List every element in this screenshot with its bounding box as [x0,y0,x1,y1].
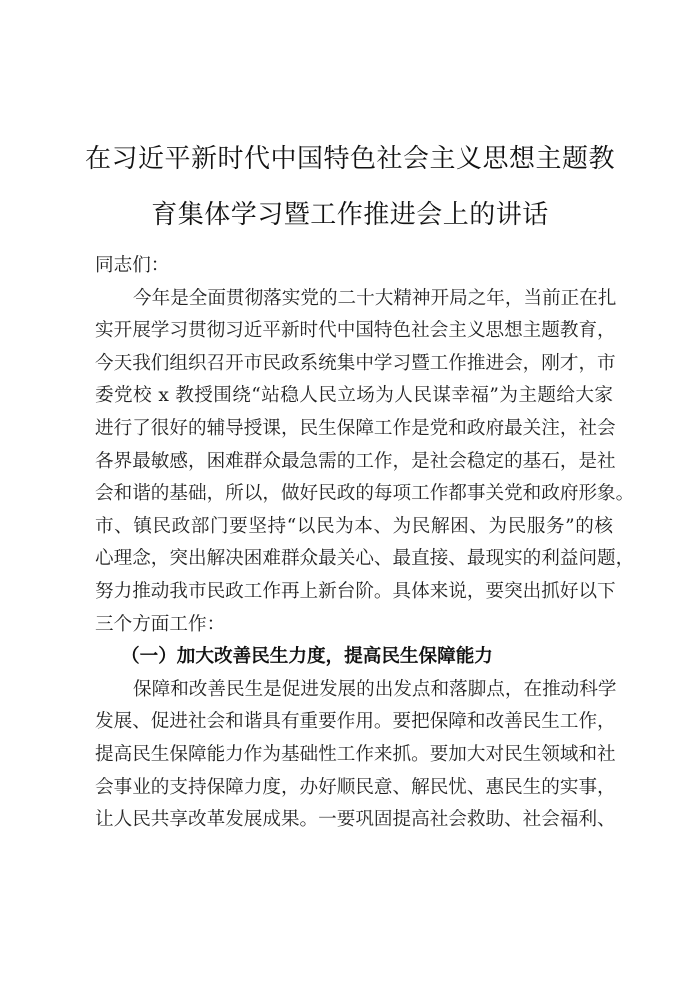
paragraph-line: 今年是全面贯彻落实党的二十大精神开局之年，当前正在扎 [133,287,617,309]
paragraph-line: 保障和改善民生是促进发展的出发点和落脚点，在推动科学 [133,678,617,700]
paragraph-line: 心理念，突出解决困难群众最关心、最直接、最现实的利益问题， [95,548,635,570]
paragraph-line: 实开展学习贯彻习近平新时代中国特色社会主义思想主题教育， [95,320,616,342]
document-title-line-1: 在习近平新时代中国特色社会主义思想主题教 [84,144,615,174]
paragraph-line: 发展、促进社会和谐具有重要作用。要把保障和改善民生工作， [95,711,616,733]
paragraph-line: 让人民共享改革发展成果。一要巩固提高社会救助、社会福利、 [95,809,616,831]
paragraph-line: 努力推动我市民政工作再上新台阶。具体来说，要突出抓好以下 [95,580,616,602]
document-body [95,250,635,837]
paragraph-line: 委党校 x 教授围绕“站稳人民立场为人民谋幸福”为主题给大家 [95,385,613,407]
salutation: 同志们： [95,255,170,276]
paragraph-line: 会和谐的基础，所以，做好民政的每项工作都事关党和政府形象。 [95,483,635,505]
document-title-line-2: 育集体学习暨工作推进会上的讲话 [151,200,549,230]
paragraph-line: 提高民生保障能力作为基础性工作来抓。要加大对民生领域和社 [95,743,616,765]
paragraph-line: 今天我们组织召开市民政系统集中学习暨工作推进会，刚才，市 [95,352,616,374]
paragraph-line: 各界最敏感，困难群众最急需的工作，是社会稳定的基石，是社 [95,450,616,472]
paragraph-line: 市、镇民政部门要坚持“以民为本、为民解困、为民服务”的核 [95,515,613,537]
section-heading: （一）加大改善民生力度，提高民生保障能力 [121,646,493,668]
paragraph-line: 会事业的支持保障力度，办好顺民意、解民忧、惠民生的实事， [95,776,616,798]
paragraph-line: 三个方面工作： [95,613,226,635]
paragraph-line: 进行了很好的辅导授课，民生保障工作是党和政府最关注，社会 [95,417,616,439]
